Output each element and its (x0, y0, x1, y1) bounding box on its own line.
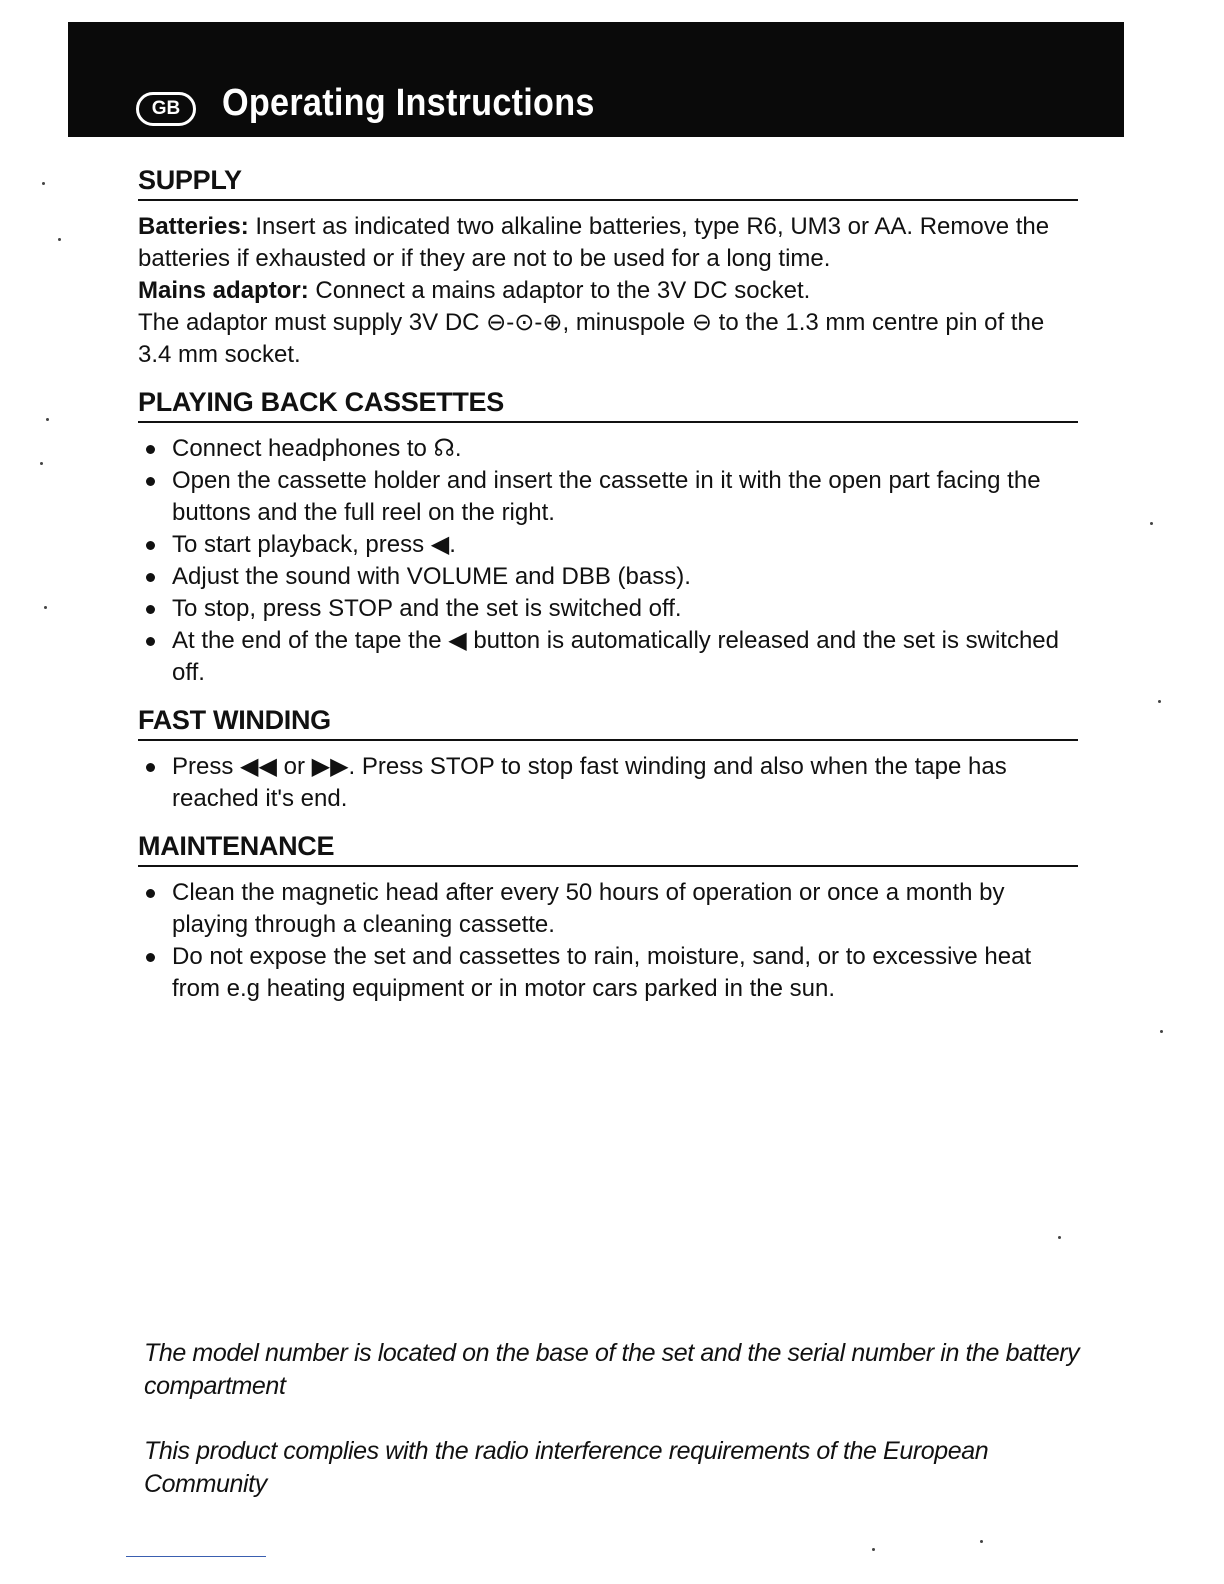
scan-speck (872, 1548, 875, 1551)
mains-text: Connect a mains adaptor to the 3V DC socket. (315, 277, 811, 304)
adaptor-paragraph: The adaptor must supply 3V DC ⊖-⊙-⊕, minuspole ⊖ to the 1.3 mm centre pin of the 3.4 mm socket. (138, 309, 1045, 368)
batteries-text: Insert as indicated two alkaline batteries, type R6, UM3 or AA. Remove the batteries if exhausted or if they are not to be used for a long time. (138, 213, 1050, 272)
mains-label: Mains adaptor: (138, 277, 309, 304)
list-item: Connect headphones to ☊. (138, 433, 1078, 465)
scan-speck (40, 462, 43, 465)
section-maintenance (138, 831, 1078, 1005)
batteries-paragraph (138, 211, 1078, 275)
footer-rule (126, 1556, 266, 1557)
bullet-icon (146, 953, 155, 962)
section-title-maintenance: MAINTENANCE (138, 831, 1078, 867)
bullet-icon (146, 637, 155, 646)
bullet-icon (146, 445, 155, 454)
bullet-icon (146, 573, 155, 582)
batteries-label: Batteries: (138, 213, 249, 240)
list-item: Open the cassette holder and insert the cassette in it with the open part facing the buttons and the full reel on the right. (138, 465, 1078, 529)
list-item: Clean the magnetic head after every 50 hours of operation or once a month by playing through a cleaning cassette. (138, 877, 1078, 941)
scan-speck (1158, 700, 1161, 703)
section-fast-winding (138, 705, 1078, 815)
supply-body (138, 211, 1078, 371)
scan-speck (980, 1540, 983, 1543)
playing-list (138, 433, 1078, 689)
scan-speck (46, 418, 49, 421)
fast-winding-list (138, 751, 1078, 815)
mains-paragraph (138, 275, 1078, 307)
section-supply (138, 165, 1078, 371)
section-playing (138, 387, 1078, 689)
page-title: Operating Instructions (222, 82, 595, 124)
bullet-icon (146, 889, 155, 898)
list-item: Adjust the sound with VOLUME and DBB (bass). (138, 561, 1078, 593)
maintenance-list (138, 877, 1078, 1005)
language-badge: GB (136, 92, 196, 126)
model-number-note: The model number is located on the base of the set and the serial number in the battery compartment (144, 1339, 1080, 1400)
scan-speck (1150, 522, 1153, 525)
scan-speck (1160, 1030, 1163, 1033)
scan-speck (42, 182, 45, 185)
section-title-fast-winding: FAST WINDING (138, 705, 1078, 741)
section-title-playing: PLAYING BACK CASSETTES (138, 387, 1078, 423)
bullet-icon (146, 605, 155, 614)
list-item: To stop, press STOP and the set is switched off. (138, 593, 1078, 625)
document-content (138, 165, 1078, 1005)
scan-speck (44, 606, 47, 609)
compliance-note: This product complies with the radio interference requirements of the European Community (144, 1437, 989, 1498)
list-item: Press ◀◀ or ▶▶. Press STOP to stop fast winding and also when the tape has reached it's end. (138, 751, 1078, 815)
list-item: At the end of the tape the ◀ button is automatically released and the set is switched off. (138, 625, 1078, 689)
scan-speck (1058, 1236, 1061, 1239)
scan-speck (58, 238, 61, 241)
section-title-supply: SUPPLY (138, 165, 1078, 201)
bullet-icon (146, 477, 155, 486)
list-item: To start playback, press ◀. (138, 529, 1078, 561)
bullet-icon (146, 541, 155, 550)
bullet-icon (146, 763, 155, 772)
list-item: Do not expose the set and cassettes to rain, moisture, sand, or to excessive heat from e.g heating equipment or in motor cars parked in the sun. (138, 941, 1078, 1005)
